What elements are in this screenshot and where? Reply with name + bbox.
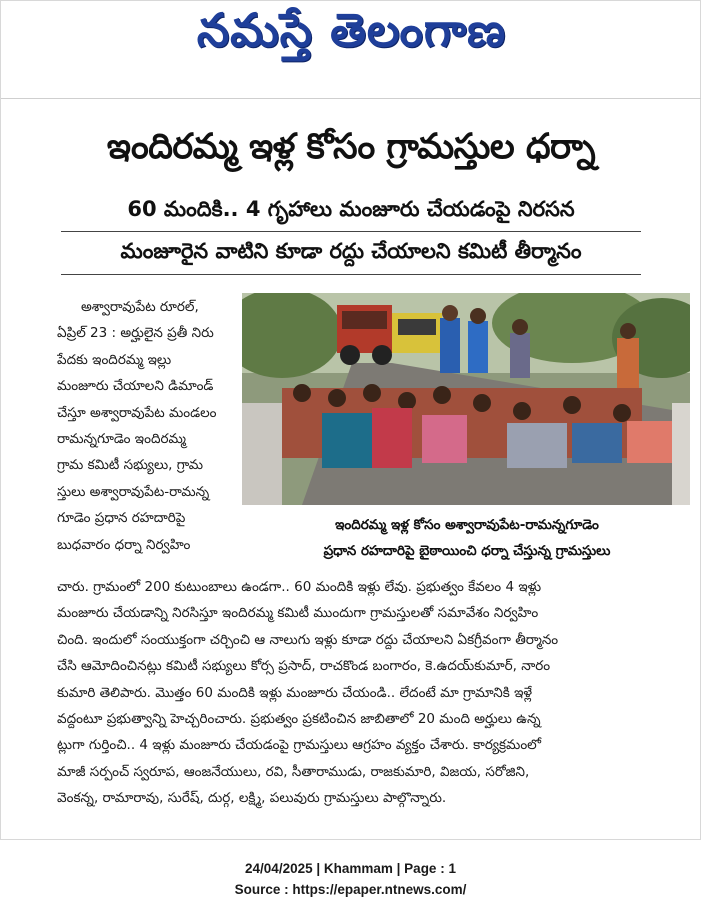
text-line: కుమారి తెలిపారు. మొత్తం 60 మందికి ఇళ్లు మంజూరు చేయండి.. లేదంటే మా గ్రామానికి ఇళ్లే [57,684,533,701]
text-line: గూడెం ప్రధాన రహదారిపై [57,510,186,527]
article-left-column [57,294,237,558]
text-line: వద్దంటూ ప్రభుత్వాన్ని హెచ్చరించారు. ప్రభుత్వం ప్రకటించిన జాబితాలో 20 మంది అర్హులు ఉన్న [57,711,541,728]
source-info: Source : https://epaper.ntnews.com/ [234,882,467,897]
text-line: చారు. గ్రామంలో 200 కుటుంబాలు ఉండగా.. 60 మందికి ఇళ్లు లేవు. ప్రభుత్వం కేవలం 4 ఇళ్లు [57,579,542,595]
text-line: ఏప్రిల్ 23 : అర్హులైన ప్రతీ నిరు [57,325,214,342]
caption-line: ఇందిరమ్మ ఇళ్ల కోసం అశ్వారావుపేట-రామన్నగూడెం [335,517,599,533]
caption-line: ప్రధాన రహదారిపై బైఠాయించి ధర్నా చేస్తున్న గ్రామస్తులు [323,543,611,559]
photo-caption [247,512,687,564]
text-line: చింది. ఇందులో సంయుక్తంగా చర్చించి ఆ నాలుగు ఇళ్లు కూడా రద్దు చేయాలని ఏకగ్రీవంగా తీర్మానం [57,631,559,648]
article-body [57,574,689,812]
text-line: రామన్నగూడెం ఇందిరమ్మ [57,431,186,448]
article-subhead-1: 60 మందికి.. 4 గృహాలు మంజూరు చేయడంపై నిరసన [127,197,575,221]
text-line: వెంకన్న, రామారావు, సురేష్, దుర్గ, లక్ష్మి, పలువురు గ్రామస్తులు పాల్గొన్నారు. [57,790,447,807]
text-line: ట్లుగా గుర్తించి.. 4 ఇళ్లు మంజూరు చేయడంపై గ్రామస్తులు ఆగ్రహం వ్యక్తం చేశారు. కార్యక్రమంలో [57,737,542,754]
text-line: చేసి ఆమోదించినట్లు కమిటీ సభ్యులు కోర్స ప్రసాద్, రాచకొండ బంగారం, కె.ఉదయ్‌కుమార్, నారం [57,658,551,675]
text-line: మంజూరు చేయడాన్ని నిరసిస్తూ ఇందిరమ్మ కమిటీ ముందుగా గ్రామస్తులతో సమావేశం నిర్వహిం [57,605,539,622]
masthead-divider [1,98,701,99]
article-headline: ఇందిరమ్మ ఇళ్ల కోసం గ్రామస్తుల ధర్నా [106,127,596,167]
masthead [1,3,701,75]
text-line: మంజూరు చేయాలని డిమాండ్ [57,378,214,395]
text-line: గ్రామ కమిటీ సభ్యులు, గ్రామ [57,457,204,474]
masthead-title: నమస్తే తెలంగాణ [196,3,507,57]
text-line: బుధవారం ధర్నా నిర్వహిం [57,536,191,553]
article-subhead-2: మంజూరైన వాటిని కూడా రద్దు చేయాలని కమిటీ తీర్మానం [120,239,582,263]
text-line: పేదకు ఇందిరమ్మ ఇల్లు [57,351,172,368]
text-line: అశ్వారావుపేట రూరల్, [81,299,199,315]
edition-info: 24/04/2025 | Khammam | Page : 1 [245,861,456,876]
subhead-divider-2 [61,274,641,275]
text-line: చేస్తూ అశ్వారావుపేట మండలం [57,404,217,421]
text-line: మాజీ సర్పంచ్ స్వరూప, ఆంజనేయులు, రవి, సీతారాముడు, రాజకుమారి, విజయ, సరోజిని, [57,763,530,780]
protest-photo [242,293,690,505]
text-line: స్తులు అశ్వారావుపేట-రామన్న [57,483,210,500]
subhead-divider-1 [61,231,641,232]
